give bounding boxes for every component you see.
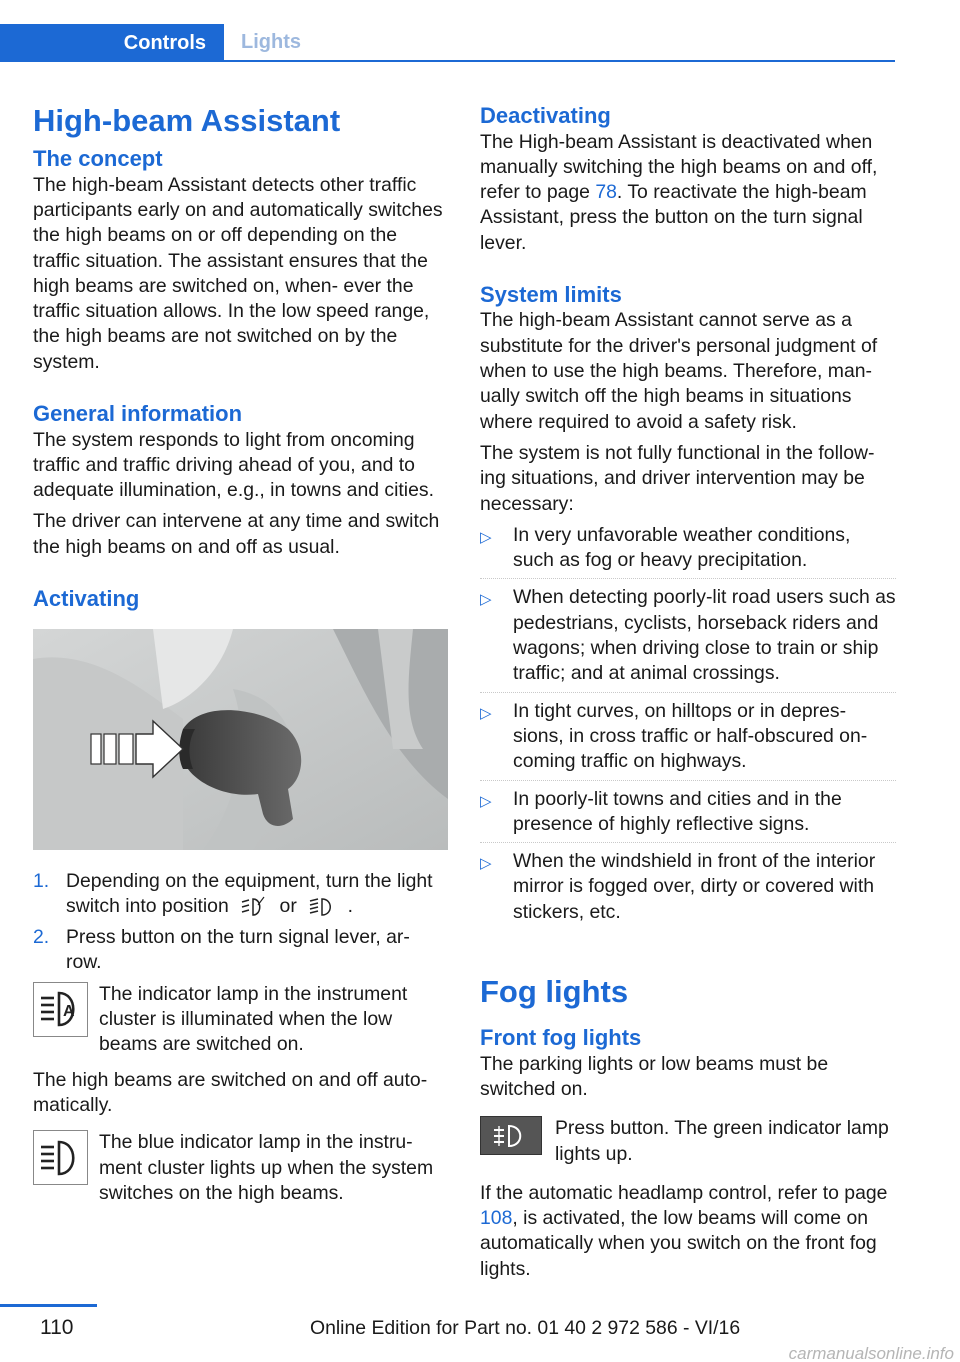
general-paragraph-1: The system responds to light from oncoming traffic and traffic driving ahead of you, and to adequate illumination, e.g., in towns and cities.: [33, 428, 434, 502]
list-item: 1. Depending on the equipment, turn the light switch into position or .: [33, 869, 433, 917]
limits-paragraph-1: The high-beam Assistant cannot serve as a substitute for the driver's personal judgment of when to use the high beams. Therefore, man- ually switch off the high beams in situations where required to avoid a safety risk.: [480, 309, 878, 433]
page-link-108[interactable]: 108: [480, 1207, 513, 1230]
triangle-bullet-icon: ▷: [480, 855, 492, 873]
tab-lights[interactable]: Lights: [241, 30, 301, 53]
svg-text:A: A: [62, 1003, 75, 1021]
limits-list: [480, 523, 896, 931]
triangle-bullet-icon: ▷: [480, 591, 492, 609]
page-header: [0, 24, 895, 62]
list-item: ▷ When detecting poorly-lit road users such as pedestrians, cyclists, horseback riders and wagons; when driving close to train or ship traffic; and at animal crossings.: [480, 585, 896, 692]
heading-system-limits: System limits: [480, 281, 622, 307]
left-column: [33, 96, 448, 1216]
page-footer: [0, 1304, 960, 1362]
heading-concept: The concept: [33, 146, 163, 172]
auto-headlamp-paragraph: If the automatic headlamp control, refer to page 108, is activated, the low beams will come on automatically when you switch on the front fog lights.: [480, 1181, 888, 1280]
list-item: ▷ In tight curves, on hilltops or in depres- sions, in cross traffic or half-obscured on- coming traffic on highways.: [480, 699, 896, 781]
triangle-bullet-icon: ▷: [480, 792, 492, 810]
list-item: 2. Press button on the turn signal lever, ar- row.: [33, 926, 410, 974]
right-column: [480, 102, 896, 1282]
general-paragraph-2: The driver can intervene at any time and switch the high beams on and off as usual.: [33, 510, 440, 558]
page-number: 110: [40, 1316, 74, 1339]
heading-activating: Activating: [33, 586, 140, 612]
low-beam-icon: [308, 896, 336, 918]
list-item: ▷ In poorly-lit towns and cities and in the presence of highly reflective signs.: [480, 787, 896, 844]
triangle-bullet-icon: ▷: [480, 528, 492, 546]
header-rule: [0, 60, 895, 62]
auto-headlight-icon: [240, 896, 268, 918]
heading-deactivating: Deactivating: [480, 103, 611, 128]
fog-button-row: [480, 1116, 896, 1167]
edition-text: Online Edition for Part no. 01 40 2 972 586 - VI/16: [310, 1317, 741, 1339]
concept-paragraph: The high-beam Assistant detects other traffic participants early on and automatically switches the high beams on or off depending on the traffic situation. The assistant ensures that the high beams are switched on, when- ever the traffic situation allows. In the low speed range, the high beams are not switched on by the system.: [33, 173, 443, 373]
auto-paragraph: The high beams are switched on and off auto- matically.: [33, 1068, 428, 1116]
tab-controls[interactable]: Controls: [0, 24, 224, 62]
footer-rule: [0, 1304, 97, 1307]
indicator-low-row: [33, 982, 448, 1058]
activating-steps: [33, 869, 448, 976]
high-beam-indicator-icon: [33, 1130, 88, 1185]
indicator-high-row: [33, 1130, 448, 1206]
watermark: carmanualsonline.info: [788, 1344, 954, 1362]
section-title-high-beam-assistant: High-beam Assistant: [33, 103, 341, 138]
list-item: ▷ In very unfavorable weather conditions, such as fog or heavy precipitation.: [480, 523, 896, 580]
press-button-text: Press button. The green indicator lamp lights up.: [555, 1117, 889, 1165]
triangle-bullet-icon: ▷: [480, 704, 492, 722]
section-title-fog-lights: Fog lights: [480, 974, 629, 1010]
front-fog-light-button-icon: [480, 1116, 542, 1155]
deactivating-paragraph: The High-beam Assistant is deactivated when manually switching the high beams on and off, refer to page 78. To reactivate the high-beam Assistant, press the button on the turn signal lever.: [480, 130, 878, 254]
heading-general-information: General information: [33, 401, 243, 427]
high-beam-assistant-indicator-icon: [33, 982, 88, 1037]
front-fog-paragraph: The parking lights or low beams must be switched on.: [480, 1052, 829, 1100]
indicator-low-text: The indicator lamp in the instrument cluster is illuminated when the low beams are switched on.: [99, 982, 408, 1056]
page-link-78[interactable]: 78: [595, 181, 617, 204]
heading-front-fog-lights: Front fog lights: [480, 1025, 642, 1051]
turn-signal-lever-illustration: [33, 629, 448, 850]
list-item: ▷ When the windshield in front of the interior mirror is fogged over, dirty or covered with stickers, etc.: [480, 850, 876, 923]
indicator-high-text: The blue indicator lamp in the instru- ment cluster lights up when the system switches on the high beams.: [99, 1131, 434, 1204]
limits-paragraph-2: The system is not fully functional in the follow- ing situations, and driver intervention may be necessary:: [480, 441, 875, 515]
